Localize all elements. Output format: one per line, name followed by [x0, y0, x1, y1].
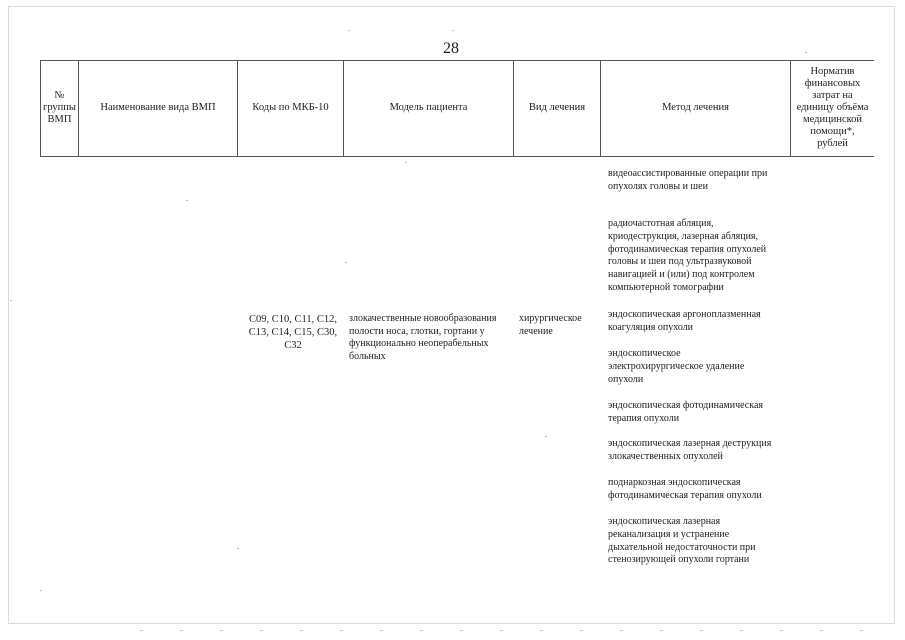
- header-treatment-method: Метод лечения: [662, 102, 729, 113]
- method-item: эндоскопическая аргоноплазменная коагуляция опухоли: [608, 309, 761, 333]
- method-item: радиочастотная абляция, криодеструкция, лазерная абляция, фотодинамическая терапия опухолей головы и шеи под ультразвуковой навигацией и (или) под контролем компьютерной томографии: [608, 218, 767, 293]
- scan-speck: [40, 590, 42, 591]
- header-vmp-name: Наименование вида ВМП: [100, 102, 216, 113]
- scan-speck: [345, 262, 347, 263]
- patient-model-cell: злокачественные новообразования полости носа, глотки, гортани у функционально неоперабельных больных: [349, 313, 497, 362]
- scan-speck: [452, 30, 454, 31]
- header-icd-codes: Коды по МКБ-10: [252, 102, 329, 113]
- scan-speck: [348, 30, 350, 31]
- table-header-bottom-rule: [40, 156, 874, 157]
- method-item: поднаркозная эндоскопическая фотодинамическая терапия опухоли: [608, 477, 762, 501]
- method-item: видеоассистированные операции при опухолях головы и шеи: [608, 168, 768, 192]
- icd-codes-cell: C09, C10, C11, C12, C13, C14, C15, C30, C32: [248, 314, 338, 351]
- scan-speck: [405, 162, 407, 163]
- header-patient-model: Модель пациента: [389, 102, 468, 113]
- method-item: эндоскопическая фотодинамическая терапия опухоли: [608, 400, 763, 424]
- scan-speck: [10, 300, 12, 301]
- method-item: эндоскопическая лазерная реканализация и устранение дыхательной недостаточности при стенозирующей опухоли гортани: [608, 516, 756, 566]
- method-item: эндоскопическое электрохирургическое удаление опухоли: [608, 348, 745, 385]
- header-group-number: № группы ВМП: [43, 90, 76, 125]
- treatment-type-cell: хирургическое лечение: [519, 313, 582, 337]
- header-treatment-type: Вид лечения: [528, 102, 586, 113]
- scan-speck: [186, 200, 188, 201]
- scan-speck: [805, 52, 807, 53]
- header-cost-standard: Норматив финансовых затрат на единицу объёма медицинской помощи*, рублей: [796, 66, 869, 149]
- page-number: 28: [443, 40, 459, 57]
- scan-speck: [237, 548, 239, 549]
- method-item: эндоскопическая лазерная деструкция злокачественных опухолей: [608, 438, 772, 462]
- scan-speck: [545, 436, 547, 437]
- scan-edge-artifact: [140, 630, 900, 631]
